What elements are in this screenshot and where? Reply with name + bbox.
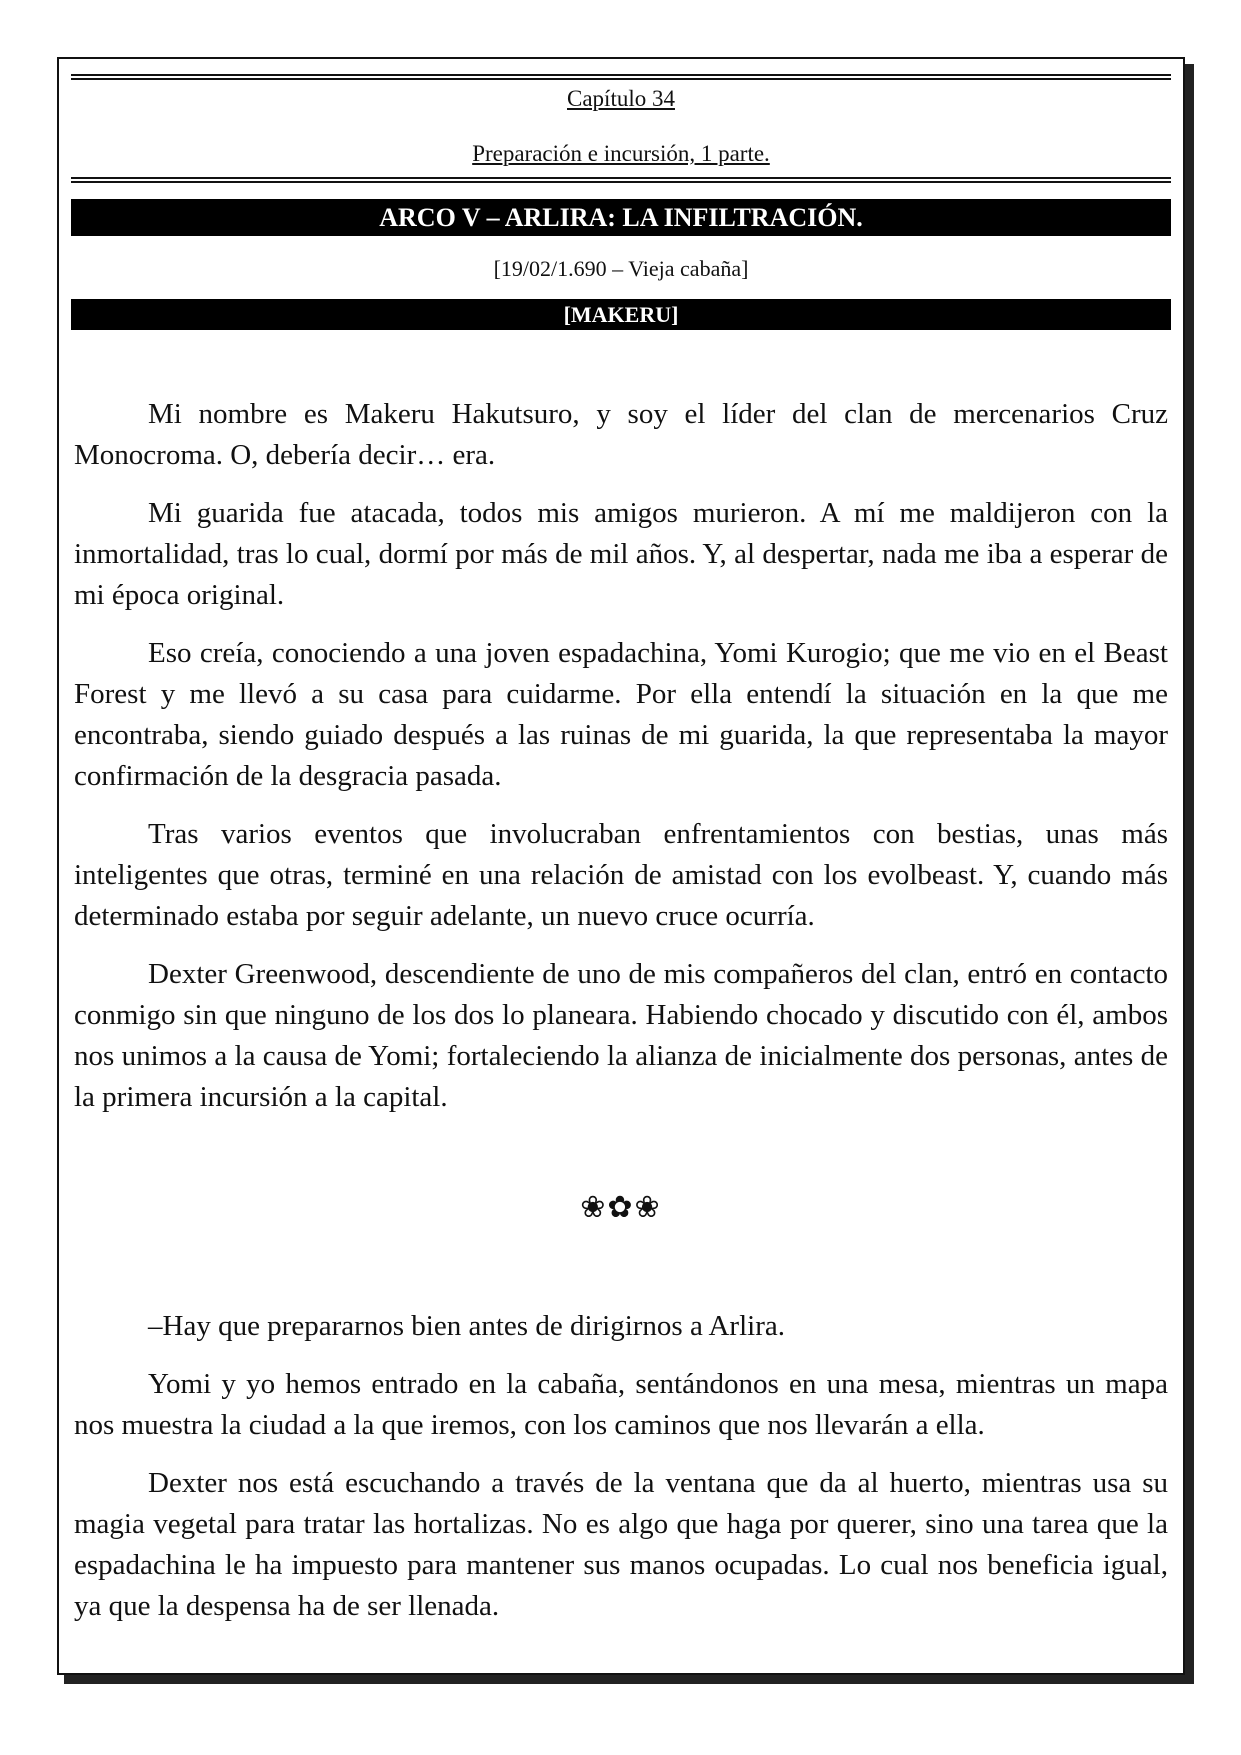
main-text: [74, 394, 1168, 1135]
chapter-subtitle: Preparación e incursión, 1 parte.: [472, 141, 770, 166]
header-double-rule: [71, 177, 1171, 183]
arc-title-bar: ARCO V – ARLIRA: LA INFILTRACIÓN.: [71, 199, 1171, 236]
paragraph: Dexter Greenwood, descendiente de uno de mis compañeros del clan, entró en contacto conmigo sin que ninguno de los dos lo planeara. Habiendo chocado y discutido con él, ambos nos unimos a la causa de Yomi; fortaleciendo la alianza de inicialmente dos personas, antes de la primera incursión a la capital.: [74, 958, 1168, 1113]
section-break-ornament: ❀✿❀: [580, 1190, 662, 1225]
pov-character-bar: [MAKERU]: [71, 299, 1171, 330]
chapter-title: Capítulo 34: [567, 86, 675, 111]
paragraph: –Hay que prepararnos bien antes de dirigirnos a Arlira.: [148, 1310, 785, 1342]
paragraph: Mi nombre es Makeru Hakutsuro, y soy el líder del clan de mercenarios Cruz Monocroma. O, debería decir… era.: [74, 398, 1168, 471]
paragraph: Tras varios eventos que involucraban enfrentamientos con bestias, unas más inteligentes que otras, terminé en una relación de amistad con los evolbeast. Y, cuando más determinado estaba por seguir adelante, un nuevo cruce ocurría.: [74, 818, 1168, 932]
top-double-rule: [71, 74, 1171, 80]
paragraph: Mi guarida fue atacada, todos mis amigos murieron. A mí me maldijeron con la inmortalidad, tras lo cual, dormí por más de mil años. Y, al despertar, nada me iba a esperar de mi época original.: [74, 497, 1168, 611]
second-section-text: [74, 1306, 1168, 1644]
paragraph: Eso creía, conociendo a una joven espadachina, Yomi Kurogio; que me vio en el Beast Forest y me llevó a su casa para cuidarme. Por ella entendí la situación en la que me encontraba, siendo guiado después a las ruinas de mi guarida, la que representaba la mayor confirmación de la desgracia pasada.: [74, 637, 1168, 792]
date-location: [19/02/1.690 – Vieja cabaña]: [493, 256, 749, 281]
paragraph: Yomi y yo hemos entrado en la cabaña, sentándonos en una mesa, mientras un mapa nos muestra la ciudad a la que iremos, con los caminos que nos llevarán a ella.: [74, 1368, 1168, 1441]
paragraph: Dexter nos está escuchando a través de la ventana que da al huerto, mientras usa su magia vegetal para tratar las hortalizas. No es algo que haga por querer, sino una tarea que la espadachina le ha impuesto para mantener sus manos ocupadas. Lo cual nos beneficia igual, ya que la despensa ha de ser llenada.: [74, 1467, 1168, 1622]
